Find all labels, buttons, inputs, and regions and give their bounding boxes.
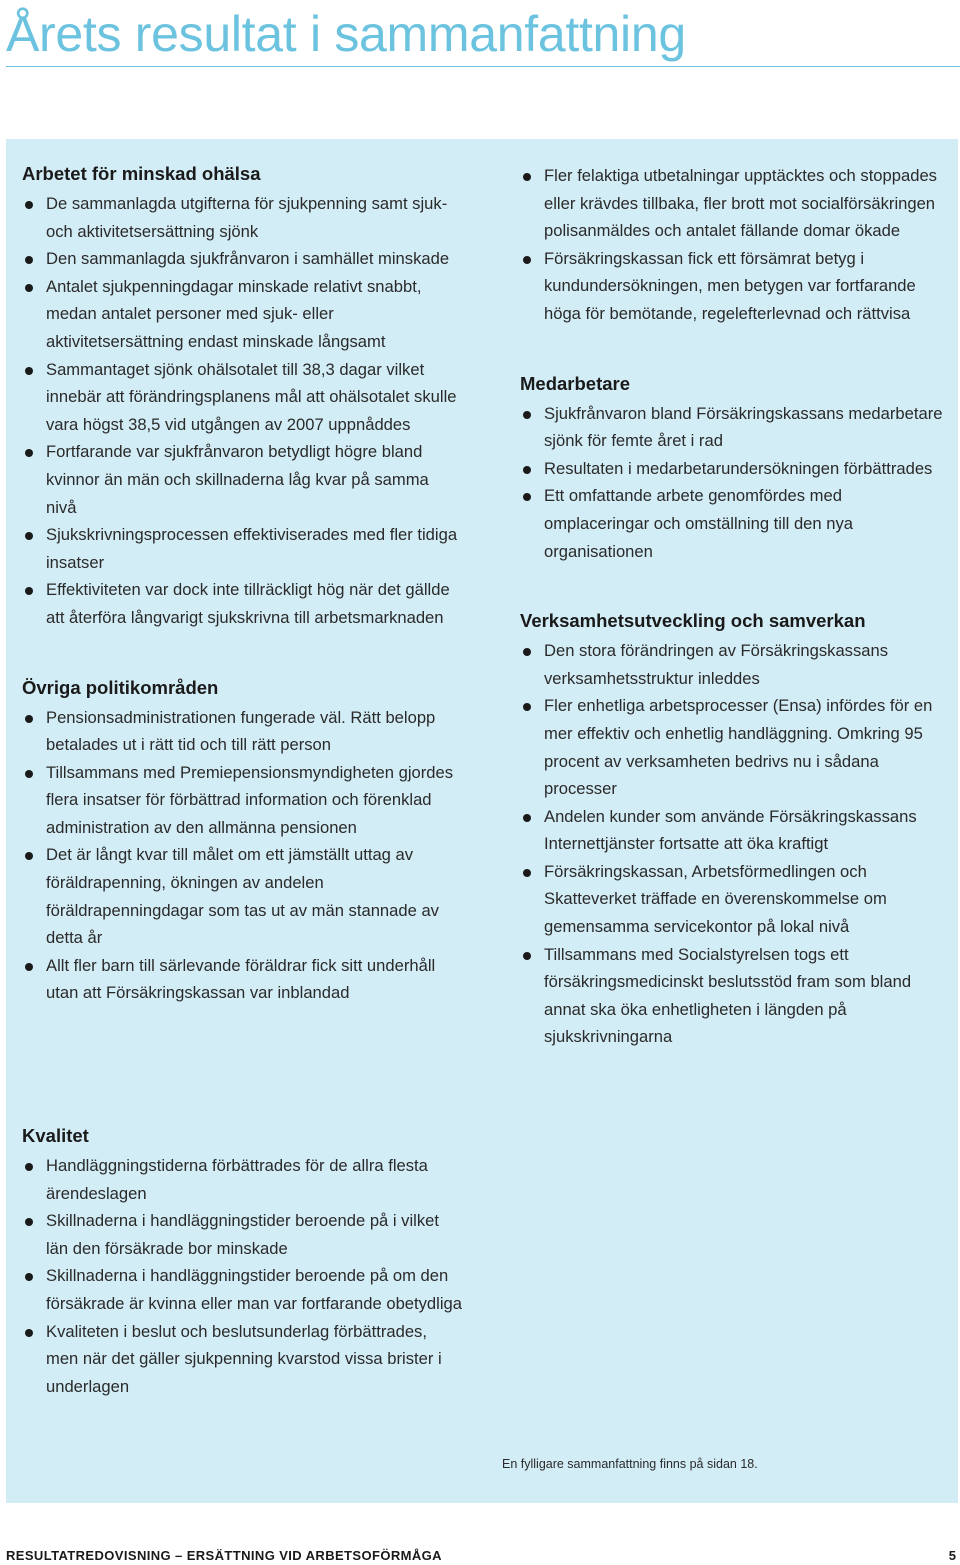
section-heading: Verksamhetsutveckling och samverkan (520, 610, 866, 632)
list-item: Andelen kunder som använde Försäkringskassans Internettjänster fortsatte att öka kraftigt (520, 803, 950, 858)
bullet-list (22, 1152, 462, 1400)
list-item: Pensionsadministrationen fungerade väl. Rätt belopp betalades ut i rätt tid och till rätt person (22, 704, 462, 759)
section-heading: Kvalitet (22, 1125, 89, 1146)
list-item: De sammanlagda utgifterna för sjukpenning samt sjuk- och aktivitetsersättning sjönk (22, 190, 462, 245)
list-item: Tillsammans med Socialstyrelsen togs ett försäkringsmedicinskt beslutsstöd fram som bland annat ska öka enhetligheten i längden på sjukskrivningarna (520, 941, 950, 1051)
page-title: Årets resultat i sammanfattning (6, 6, 686, 62)
bullet-list (520, 400, 950, 566)
list-item: Fortfarande var sjukfrånvaron betydligt högre bland kvinnor än män och skillnaderna låg kvar på samma nivå (22, 438, 462, 521)
section-minskad-ohalsa (22, 162, 462, 632)
footer-section-title: RESULTATREDOVISNING – ERSÄTTNING VID ARBETSOFÖRMÅGA (6, 1548, 442, 1563)
section-verksamhetsutveckling (520, 609, 950, 1051)
left-column (22, 162, 462, 1051)
right-column (520, 162, 950, 1095)
list-item: Den stora förändringen av Försäkringskassans verksamhetsstruktur inleddes (520, 637, 950, 692)
section-ovriga-politikomraden (22, 676, 462, 1008)
section-medarbetare (520, 372, 950, 566)
list-item: Resultaten i medarbetarundersökningen förbättrades (520, 455, 950, 483)
list-item: Fler enhetliga arbetsprocesser (Ensa) infördes för en mer effektiv och enhetlig handläggning. Omkring 95 procent av verksamheten bedrivs nu i sådana processer (520, 692, 950, 802)
section-heading: Arbetet för minskad ohälsa (22, 163, 261, 184)
list-item: Sjukfrånvaron bland Försäkringskassans medarbetare sjönk för femte året i rad (520, 400, 950, 455)
list-item: Försäkringskassan, Arbetsförmedlingen och Skatteverket träffade en överenskommelse om gemensamma servicekontor på lokal nivå (520, 858, 950, 941)
list-item: Sjukskrivningsprocessen effektiviserades med fler tidiga insatser (22, 521, 462, 576)
list-item: Ett omfattande arbete genomfördes med omplaceringar och omställning till den nya organisationen (520, 482, 950, 565)
page-reference-note: En fylligare sammanfattning finns på sidan 18. (502, 1457, 758, 1471)
list-item: Skillnaderna i handläggningstider beroende på i vilket län den försäkrade bor minskade (22, 1207, 462, 1262)
list-item: Det är långt kvar till målet om ett jämställt uttag av föräldrapenning, ökningen av andelen föräldrapenningdagar som tas ut av män stannade av detta år (22, 841, 462, 951)
list-item: Allt fler barn till särlevande föräldrar fick sitt underhåll utan att Försäkringskassan var inblandad (22, 952, 462, 1007)
list-item: Kvaliteten i beslut och beslutsunderlag förbättrades, men när det gäller sjukpenning kvarstod vissa brister i underlagen (22, 1318, 462, 1401)
list-item: Fler felaktiga utbetalningar upptäcktes och stoppades eller krävdes tillbaka, fler brott mot socialförsäkringen polisanmäldes och antalet fällande domar ökade (520, 162, 950, 245)
title-divider (6, 66, 960, 67)
list-item: Den sammanlagda sjukfrånvaron i samhället minskade (22, 245, 462, 273)
bullet-list (22, 190, 462, 632)
bullet-list (520, 162, 950, 328)
list-item: Effektiviteten var dock inte tillräckligt hög när det gällde att återföra långvarigt sjukskrivna till arbetsmarknaden (22, 576, 462, 631)
page-number: 5 (948, 1548, 956, 1563)
section-heading: Medarbetare (520, 372, 631, 394)
list-item: Tillsammans med Premiepensionsmyndigheten gjordes flera insatser för förbättrad information och förenklad administration av den allmänna pensionen (22, 759, 462, 842)
section-kvalitet (22, 1124, 462, 1400)
section-felaktiga-utbetalningar (520, 162, 950, 328)
bullet-list (520, 637, 950, 1051)
list-item: Försäkringskassan fick ett försämrat betyg i kundundersökningen, men betygen var fortfarande höga för bemötande, regelefterlevnad och rättvisa (520, 245, 950, 328)
list-item: Antalet sjukpenningdagar minskade relativt snabbt, medan antalet personer med sjuk- eller aktivitetsersättning endast minskade långsamt (22, 273, 462, 356)
summary-panel (6, 139, 958, 1503)
section-heading: Övriga politikområden (22, 676, 219, 698)
list-item: Skillnaderna i handläggningstider beroende på om den försäkrade är kvinna eller man var fortfarande obetydliga (22, 1262, 462, 1317)
list-item: Sammantaget sjönk ohälsotalet till 38,3 dagar vilket innebär att förändringsplanens mål att ohälsotalet skulle vara högst 38,5 vid utgången av 2007 uppnåddes (22, 356, 462, 439)
list-item: Handläggningstiderna förbättrades för de allra flesta ärendeslagen (22, 1152, 462, 1207)
bullet-list (22, 704, 462, 1008)
